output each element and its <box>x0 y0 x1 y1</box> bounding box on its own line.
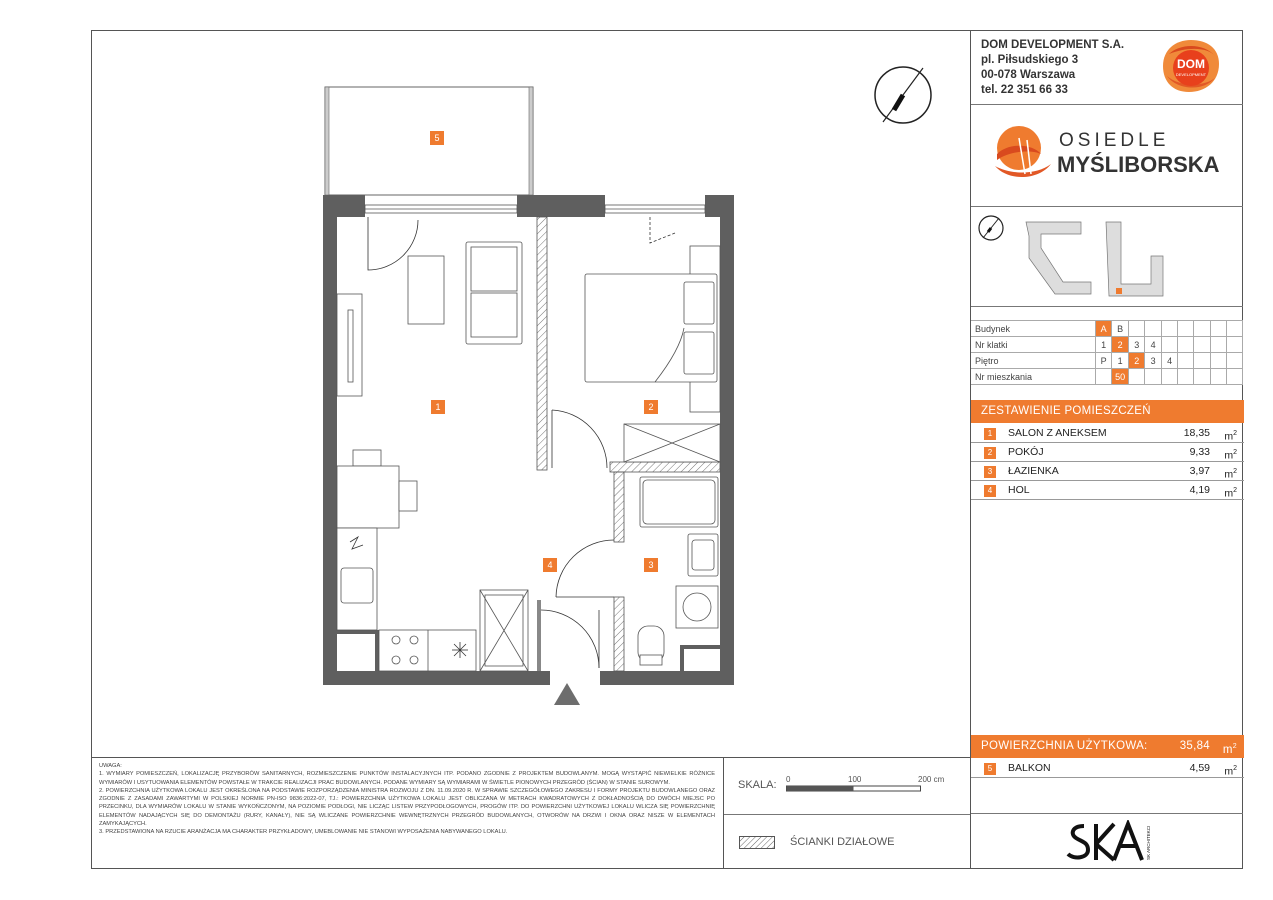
room-name: POKÓJ <box>1008 446 1044 458</box>
note-item: 1. WYMIARY POMIESZCZEŃ, LOKALIZACJĘ PRZYBORÓW SANITARNYCH, ROZMIESZCZENIE PUNKTÓW INSTALACYJNYCH ITP. PODANO ZGODNIE Z PROJEKTEM BUDOWLANYM. MOGĄ WYSTĄPIĆ NIEWIELKIE RÓŻNICE WYMIARÓW I USYTUOWANIA ELEMENTÓW POWSTAŁE W TRAKCIE REALIZACJI PRAC BUDOWLANYCH. PODANE WYMIARY SĄ WYMIARAMI W ŚWIETLE PIONOWYCH PRZEGRÓD (ŚCIAN) W STANIE SUROWYM. <box>99 771 715 786</box>
room-row: 1 SALON Z ANEKSEM 18,35 $m^2$ <box>971 424 1244 443</box>
legend-partition-label: ŚCIANKI DZIAŁOWE <box>790 836 895 848</box>
building-table-cell: 3 <box>1145 353 1161 369</box>
building-table-cell <box>1161 337 1177 353</box>
room-label-3: 3 <box>644 558 658 572</box>
building-table-row <box>971 321 1243 337</box>
notes-title: UWAGA: <box>99 763 122 769</box>
building-table-label: Nr klatki <box>971 337 1095 353</box>
architect-sub: SK ARCHITEKCI <box>1146 825 1151 860</box>
balcony-unit: m <box>1224 765 1234 778</box>
building-table-cell: 2 <box>1129 353 1145 369</box>
balcony-num: 5 <box>984 763 996 775</box>
building-table-cell <box>1210 337 1226 353</box>
balcony-row: 5 BALKON 4,59 $m^2$ <box>971 759 1244 778</box>
building-table-cell: 2 <box>1112 337 1129 353</box>
building-table-cell <box>1178 369 1194 385</box>
building-table-label: Nr mieszkania <box>971 369 1095 385</box>
building-table-label: Piętro <box>971 353 1095 369</box>
room-unit: m <box>1224 468 1234 481</box>
building-table-cell <box>1226 321 1242 337</box>
scale-tick-100: 100 <box>848 775 862 784</box>
building-table-cell: A <box>1095 321 1111 337</box>
room-row: 4 HOL 4,19 $m^2$ <box>971 481 1244 500</box>
room-name: SALON Z ANEKSEM <box>1008 427 1107 439</box>
doors <box>541 410 614 668</box>
building-table-cell <box>1178 337 1194 353</box>
building-table-cell <box>1095 369 1111 385</box>
ska-architekci-logo <box>1066 820 1156 864</box>
building-table-row <box>971 369 1243 385</box>
building-table-cell <box>1194 369 1210 385</box>
building-table-cell <box>1210 369 1226 385</box>
usable-area-bar: POWIERZCHNIA UŻYTKOWA: 35,84 $m^2$ <box>971 735 1244 758</box>
building-table-cell: 4 <box>1161 353 1177 369</box>
room-unit: m <box>1224 449 1234 462</box>
building-table-label: Budynek <box>971 321 1095 337</box>
building-table-cell <box>1226 353 1242 369</box>
note-item: 2. POWIERZCHNIA UŻYTKOWA LOKALU JEST OKREŚLONA NA PODSTAWIE ROZPORZĄDZENIA MINISTRA ROZWOJU Z DN. 11.09.2020 R. W SPRAWIE SZCZEGÓŁOWEGO ZAKRESU I FORMY PROJEKTU BUDOWLANEGO ORAZ ZGODNIE Z ZASADAMI ZAWARTYMI W POLSKIEJ NORMIE PN-ISO 9836:2022-07, TJ.: POWIERZCHNIA UŻYTKOWA LOKALU JEST OBLICZANA W METRACH KWADRATOWYCH Z DOKŁADNOŚCIĄ DO DWÓCH MIEJSC PO PRZECINKU, DLA WYMIARÓW LOKALU W STANIE WYKOŃCZONYM, NA POZIOMIE PODŁOGI, NIE LICZĄC LISTEW PRZYPODŁOGOWYCH, PROGÓW ITP. DO POWIERZCHNI UŻYTKOWEJ LOKALU WLICZA SIĘ POWIERZCHNIĘ ELEMENTÓW NADAJĄCYCH SIĘ DO DEMONTAŻU (RURY, KANAŁY), NIE SĄ WLICZANE POWIERZCHNIE WEWNĘTRZNYCH PRZEGRÓD BUDOWLANYCH, OTWORÓW NA DRZWI I OKNA ORAZ NISZE W ELEMENTACH ZAMYKAJĄCYCH. <box>99 787 715 828</box>
room-num: 2 <box>984 447 996 459</box>
floor-plan-drawing <box>91 30 970 757</box>
building-table-cell <box>1145 321 1161 337</box>
room-num: 3 <box>984 466 996 478</box>
floor-plan <box>91 30 970 757</box>
room-name: ŁAZIENKA <box>1008 465 1059 477</box>
building-table-cell <box>1178 353 1194 369</box>
building-table-cell: 50 <box>1112 369 1129 385</box>
building-table-cell <box>1161 369 1177 385</box>
building-table-cell: P <box>1095 353 1111 369</box>
room-num: 4 <box>984 485 996 497</box>
building-table-row <box>971 337 1243 353</box>
note-item: 3. PRZEDSTAWIONA NA RZUCIE ARANŻACJA MA CHARAKTER PRZYKŁADOWY, UMEBLOWANIE NIE STANOWI WYPOSAŻENIA NABYWANEGO LOKALU. <box>99 829 508 836</box>
rooms-header: ZESTAWIENIE POMIESZCZEŃ <box>971 400 1244 423</box>
building-table-row <box>971 353 1243 369</box>
company-phone: tel. 22 351 66 33 <box>981 84 1068 96</box>
building-table-cell: 3 <box>1129 337 1145 353</box>
scale-tick-0: 0 <box>786 775 791 784</box>
dom-logo-subtext: DEVELOPMENT <box>1175 72 1207 77</box>
building-table-cell: 4 <box>1145 337 1161 353</box>
scale-label: SKALA: <box>738 779 777 791</box>
room-area: 18,35 <box>1183 427 1210 439</box>
building-table-cell <box>1226 369 1242 385</box>
bedroom-furniture <box>585 246 720 462</box>
balcony-name: BALKON <box>1008 762 1051 774</box>
notes-section <box>91 757 723 869</box>
partition-hatch-icon <box>739 836 775 849</box>
building-table-cell: 1 <box>1112 353 1129 369</box>
balcony-area: 4,59 <box>1189 762 1210 774</box>
building-table-cell <box>1226 337 1242 353</box>
building-table-cell <box>1161 321 1177 337</box>
scale-legend-box <box>723 757 970 869</box>
building-table-cell <box>1210 353 1226 369</box>
company-address1: pl. Piłsudskiego 3 <box>981 54 1079 66</box>
building-table-cell: 1 <box>1095 337 1111 353</box>
info-panel <box>970 30 1243 869</box>
usable-area-label: POWIERZCHNIA UŻYTKOWA: <box>981 740 1148 752</box>
room-area: 9,33 <box>1189 446 1210 458</box>
room-num: 1 <box>984 428 996 440</box>
building-table-cell <box>1145 369 1161 385</box>
company-name: DOM DEVELOPMENT S.A. <box>981 39 1125 51</box>
building-location-table <box>971 320 1243 385</box>
room-label-2: 2 <box>644 400 658 414</box>
room-label-5: 5 <box>430 131 444 145</box>
balcony <box>325 87 533 195</box>
scale-tick-200: 200 cm <box>918 775 945 784</box>
room-unit: m <box>1224 430 1234 443</box>
building-table-cell: B <box>1112 321 1129 337</box>
dom-development-logo <box>1159 38 1223 94</box>
company-address2: 00-078 Warszawa <box>981 69 1076 81</box>
hall-wardrobe <box>480 590 528 671</box>
room-unit: m <box>1224 487 1234 500</box>
building-table-cell <box>1194 321 1210 337</box>
scale-bar <box>786 785 922 793</box>
building-table-cell <box>1178 321 1194 337</box>
dom-logo-text: DOM <box>1177 57 1205 71</box>
project-line1: OSIEDLE <box>1059 130 1170 151</box>
room-label-4: 4 <box>543 558 557 572</box>
room-row: 3 ŁAZIENKA 3,97 $m^2$ <box>971 462 1244 481</box>
room-row: 2 POKÓJ 9,33 $m^2$ <box>971 443 1244 462</box>
usable-area-unit: m <box>1222 743 1233 756</box>
room-area: 3,97 <box>1189 465 1210 477</box>
room-name: HOL <box>1008 484 1030 496</box>
room-label-1: 1 <box>431 400 445 414</box>
project-line2: MYŚLIBORSKA <box>1057 152 1220 177</box>
building-table-cell <box>1129 321 1145 337</box>
room-area: 4,19 <box>1189 484 1210 496</box>
building-table-cell <box>1194 353 1210 369</box>
osiedle-mysliborska-logo <box>989 120 1229 190</box>
key-plan <box>971 208 1244 306</box>
building-table-cell <box>1129 369 1145 385</box>
north-arrow-icon <box>875 67 931 123</box>
company-info <box>981 38 1124 98</box>
building-table-cell <box>1194 337 1210 353</box>
entrance-marker-icon <box>554 683 580 705</box>
building-table-cell <box>1210 321 1226 337</box>
usable-area-value: 35,84 <box>1179 740 1210 752</box>
